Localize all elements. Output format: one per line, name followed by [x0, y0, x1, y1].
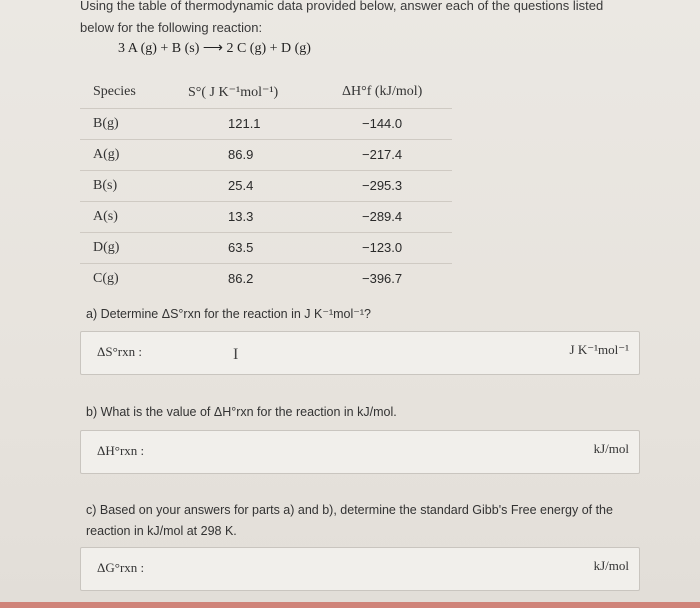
enthalpy-cell: −123.0 — [362, 240, 403, 255]
question-a: a) Determine ΔS°rxn for the reaction in J K⁻¹mol⁻¹? — [86, 307, 371, 321]
entropy-cell: 13.3 — [228, 209, 254, 224]
table-row — [80, 139, 452, 170]
answer-a-label: ΔS°rxn : — [97, 344, 142, 359]
species-cell: A(g) — [93, 147, 120, 162]
bottom-edge-bar — [0, 602, 700, 608]
instructions-line-2: below for the following reaction: — [80, 20, 263, 35]
answer-c-unit: kJ/mol — [593, 558, 629, 573]
entropy-cell: 86.2 — [228, 271, 254, 286]
enthalpy-cell: −396.7 — [362, 271, 403, 286]
thermo-data-table — [80, 78, 452, 294]
entropy-cell: 86.9 — [228, 147, 254, 162]
table-header — [80, 78, 452, 108]
table-row — [80, 108, 452, 139]
table-row — [80, 170, 452, 201]
answer-b-input[interactable] — [80, 430, 640, 474]
header-enthalpy: ΔH°f (kJ/mol) — [342, 84, 423, 99]
question-b: b) What is the value of ΔH°rxn for the reaction in kJ/mol. — [86, 405, 397, 419]
instructions-line-1: Using the table of thermodynamic data provided below, answer each of the questions listed — [80, 0, 604, 13]
question-c-line-2: reaction in kJ/mol at 298 K. — [86, 524, 237, 538]
answer-b-unit: kJ/mol — [593, 441, 629, 456]
species-cell: A(s) — [93, 209, 118, 224]
species-cell: B(g) — [93, 116, 119, 131]
answer-a-input[interactable] — [80, 331, 640, 375]
enthalpy-cell: −295.3 — [362, 178, 403, 193]
instructions — [80, 0, 604, 35]
enthalpy-cell: −144.0 — [362, 116, 403, 131]
header-entropy: S°( J K⁻¹mol⁻¹) — [188, 85, 279, 100]
enthalpy-cell: −217.4 — [362, 147, 403, 162]
reaction-equation: 3 A (g) + B (s) ⟶ 2 C (g) + D (g) — [118, 41, 311, 56]
species-cell: D(g) — [93, 240, 120, 255]
answer-a-unit: J K⁻¹mol⁻¹ — [569, 342, 629, 357]
enthalpy-cell: −289.4 — [362, 209, 403, 224]
species-cell: C(g) — [93, 271, 119, 286]
answer-c-label: ΔG°rxn : — [97, 560, 145, 575]
entropy-cell: 121.1 — [228, 116, 261, 131]
answer-b-label: ΔH°rxn : — [97, 443, 145, 458]
answer-c-input[interactable] — [80, 547, 640, 591]
question-c-line-1: c) Based on your answers for parts a) and b), determine the standard Gibb's Free energy of the — [86, 503, 613, 517]
entropy-cell: 25.4 — [228, 178, 254, 193]
species-cell: B(s) — [93, 178, 118, 193]
header-species: Species — [93, 84, 136, 99]
text-cursor-icon: I — [233, 346, 239, 363]
table-row — [80, 263, 452, 294]
table-row — [80, 232, 452, 263]
entropy-cell: 63.5 — [228, 240, 254, 255]
table-row — [80, 201, 452, 232]
